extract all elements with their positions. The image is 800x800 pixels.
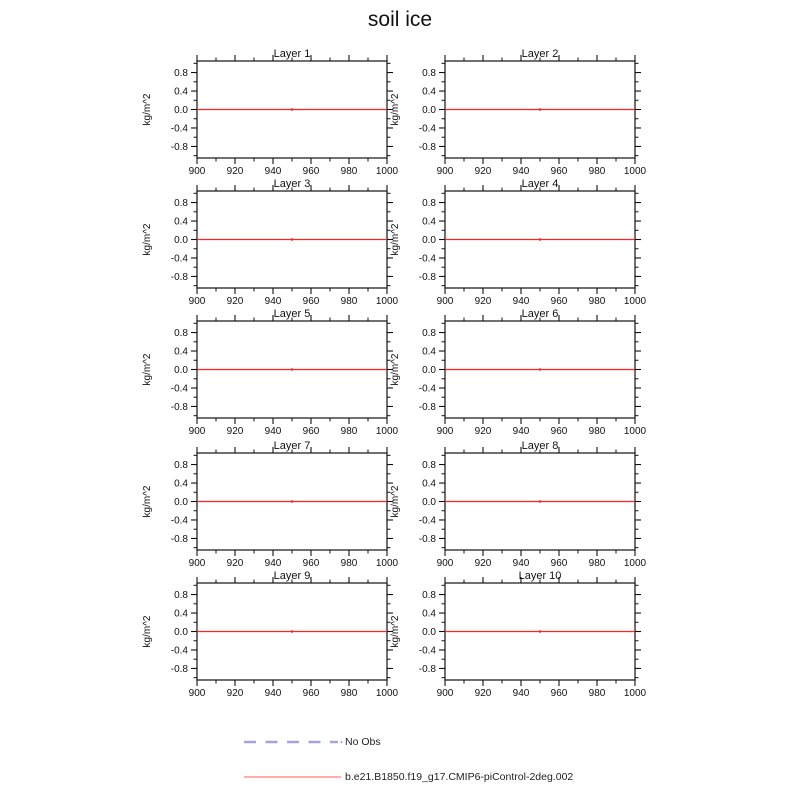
x-tick-label: 940 [264,166,282,177]
y-tick-label: -0.4 [418,645,436,657]
y-tick-label: 0.8 [422,328,436,340]
x-tick-label: 1000 [623,426,647,437]
y-tick-label: 0.4 [422,216,436,228]
y-tick-label: -0.8 [418,401,436,413]
x-tick-label: 900 [436,166,454,177]
x-tick-label: 920 [226,296,244,307]
x-tick-label: 1000 [375,166,399,177]
x-tick-label: 940 [264,688,282,699]
x-tick-label: 960 [302,426,320,437]
x-tick-label: 960 [550,166,568,177]
x-tick-label: 940 [512,426,530,437]
panel-layer-5 [137,305,397,440]
y-tick-label: 0.0 [422,365,436,376]
y-axis-label: kg/m^2 [390,485,401,518]
y-tick-label: -0.4 [418,253,436,265]
panel-layer-6 [385,305,645,440]
y-tick-label: 0.0 [174,105,188,116]
y-tick-label: 0.0 [174,627,188,638]
x-tick-label: 960 [550,296,568,307]
panel-layer-7 [137,437,397,572]
y-tick-label: -0.4 [418,123,436,135]
x-tick-label: 980 [340,688,358,699]
chart-title: soil ice [367,8,433,31]
y-tick-label: -0.8 [170,533,188,545]
panel-layer-10 [385,567,645,702]
x-tick-label: 900 [436,296,454,307]
x-tick-label: 1000 [375,296,399,307]
x-tick-label: 960 [302,166,320,177]
y-tick-label: -0.8 [170,141,188,153]
legend-series-label: b.e21.B1850.f19_g17.CMIP6-piControl-2deg.002 [345,771,574,783]
x-tick-label: 900 [436,558,454,569]
x-tick-label: 920 [226,426,244,437]
y-tick-label: -0.4 [170,123,188,135]
x-tick-label: 1000 [375,558,399,569]
panel-title: Layer 1 [273,48,311,60]
y-tick-label: 0.8 [422,68,436,80]
y-axis-label: kg/m^2 [142,223,153,256]
legend-no-obs-label: No Obs [345,736,381,748]
y-tick-label: 0.8 [174,460,188,472]
panel-title: Layer 4 [521,178,559,190]
x-tick-label: 960 [550,426,568,437]
y-tick-label: 0.4 [174,346,188,358]
x-tick-label: 900 [188,688,206,699]
y-tick-label: -0.8 [418,271,436,283]
x-tick-label: 900 [188,558,206,569]
y-tick-label: 0.0 [422,105,436,116]
y-tick-label: 0.0 [174,497,188,508]
x-tick-label: 960 [550,688,568,699]
x-tick-label: 940 [264,296,282,307]
x-tick-label: 980 [340,296,358,307]
x-tick-label: 900 [436,426,454,437]
x-tick-label: 940 [512,296,530,307]
x-tick-label: 940 [512,688,530,699]
x-tick-label: 960 [302,558,320,569]
y-tick-label: 0.8 [422,460,436,472]
panel-title: Layer 5 [273,308,311,320]
y-axis-label: kg/m^2 [142,93,153,126]
y-tick-label: 0.0 [422,627,436,638]
panel-layer-4 [385,175,645,310]
x-tick-label: 920 [226,558,244,569]
x-tick-label: 1000 [623,558,647,569]
x-tick-label: 980 [588,166,606,177]
y-tick-label: 0.8 [422,198,436,210]
y-tick-label: 0.8 [422,590,436,602]
x-tick-label: 980 [340,166,358,177]
y-tick-label: 0.8 [174,68,188,80]
x-tick-label: 980 [588,688,606,699]
y-tick-label: 0.8 [174,328,188,340]
y-tick-label: 0.4 [422,86,436,98]
x-tick-label: 920 [226,166,244,177]
y-tick-label: -0.4 [170,383,188,395]
y-tick-label: -0.4 [170,645,188,657]
panel-title: Layer 2 [521,48,559,60]
x-tick-label: 920 [474,688,492,699]
legend-no-obs-dot [340,741,342,743]
x-tick-label: 920 [226,688,244,699]
y-tick-label: 0.0 [422,235,436,246]
x-tick-label: 1000 [375,426,399,437]
panel-title: Layer 8 [521,440,559,452]
y-tick-label: -0.8 [418,533,436,545]
x-tick-label: 900 [188,166,206,177]
x-tick-label: 900 [436,688,454,699]
y-axis-label: kg/m^2 [142,485,153,518]
y-tick-label: 0.4 [174,216,188,228]
panel-title: Layer 9 [273,570,311,582]
y-axis-label: kg/m^2 [390,615,401,648]
y-axis-label: kg/m^2 [142,615,153,648]
y-tick-label: 0.0 [174,365,188,376]
x-tick-label: 940 [512,166,530,177]
x-tick-label: 980 [340,426,358,437]
y-axis-label: kg/m^2 [390,93,401,126]
x-tick-label: 920 [474,558,492,569]
y-tick-label: -0.8 [418,663,436,675]
x-tick-label: 900 [188,296,206,307]
panel-layer-8 [385,437,645,572]
y-tick-label: -0.4 [418,515,436,527]
panel-title: Layer 3 [273,178,311,190]
y-tick-label: -0.4 [418,383,436,395]
y-tick-label: 0.4 [422,608,436,620]
x-tick-label: 940 [512,558,530,569]
y-axis-label: kg/m^2 [390,353,401,386]
x-tick-label: 900 [188,426,206,437]
y-tick-label: 0.8 [174,198,188,210]
y-tick-label: 0.0 [422,497,436,508]
y-tick-label: 0.4 [174,86,188,98]
x-tick-label: 1000 [623,166,647,177]
x-tick-label: 980 [588,426,606,437]
panel-title: Layer 10 [518,570,562,582]
y-axis-label: kg/m^2 [390,223,401,256]
y-tick-label: 0.4 [422,346,436,358]
panel-layer-3 [137,175,397,310]
panel-title: Layer 7 [273,440,311,452]
x-tick-label: 940 [264,426,282,437]
y-tick-label: 0.4 [174,608,188,620]
y-tick-label: 0.8 [174,590,188,602]
x-tick-label: 920 [474,166,492,177]
y-axis-label: kg/m^2 [142,353,153,386]
x-tick-label: 920 [474,426,492,437]
x-tick-label: 1000 [623,688,647,699]
panel-layer-1 [137,45,397,180]
x-tick-label: 960 [302,688,320,699]
x-tick-label: 980 [588,558,606,569]
x-tick-label: 960 [550,558,568,569]
x-tick-label: 980 [340,558,358,569]
y-tick-label: -0.8 [170,663,188,675]
x-tick-label: 920 [474,296,492,307]
x-tick-label: 940 [264,558,282,569]
y-tick-label: -0.8 [418,141,436,153]
x-tick-label: 980 [588,296,606,307]
y-tick-label: -0.4 [170,253,188,265]
y-tick-label: 0.4 [422,478,436,490]
panel-layer-9 [137,567,397,702]
x-tick-label: 1000 [623,296,647,307]
y-tick-label: -0.8 [170,401,188,413]
x-tick-label: 960 [302,296,320,307]
y-tick-label: 0.4 [174,478,188,490]
y-tick-label: 0.0 [174,235,188,246]
panel-title: Layer 6 [521,308,559,320]
x-tick-label: 1000 [375,688,399,699]
panel-layer-2 [385,45,645,180]
y-tick-label: -0.8 [170,271,188,283]
y-tick-label: -0.4 [170,515,188,527]
